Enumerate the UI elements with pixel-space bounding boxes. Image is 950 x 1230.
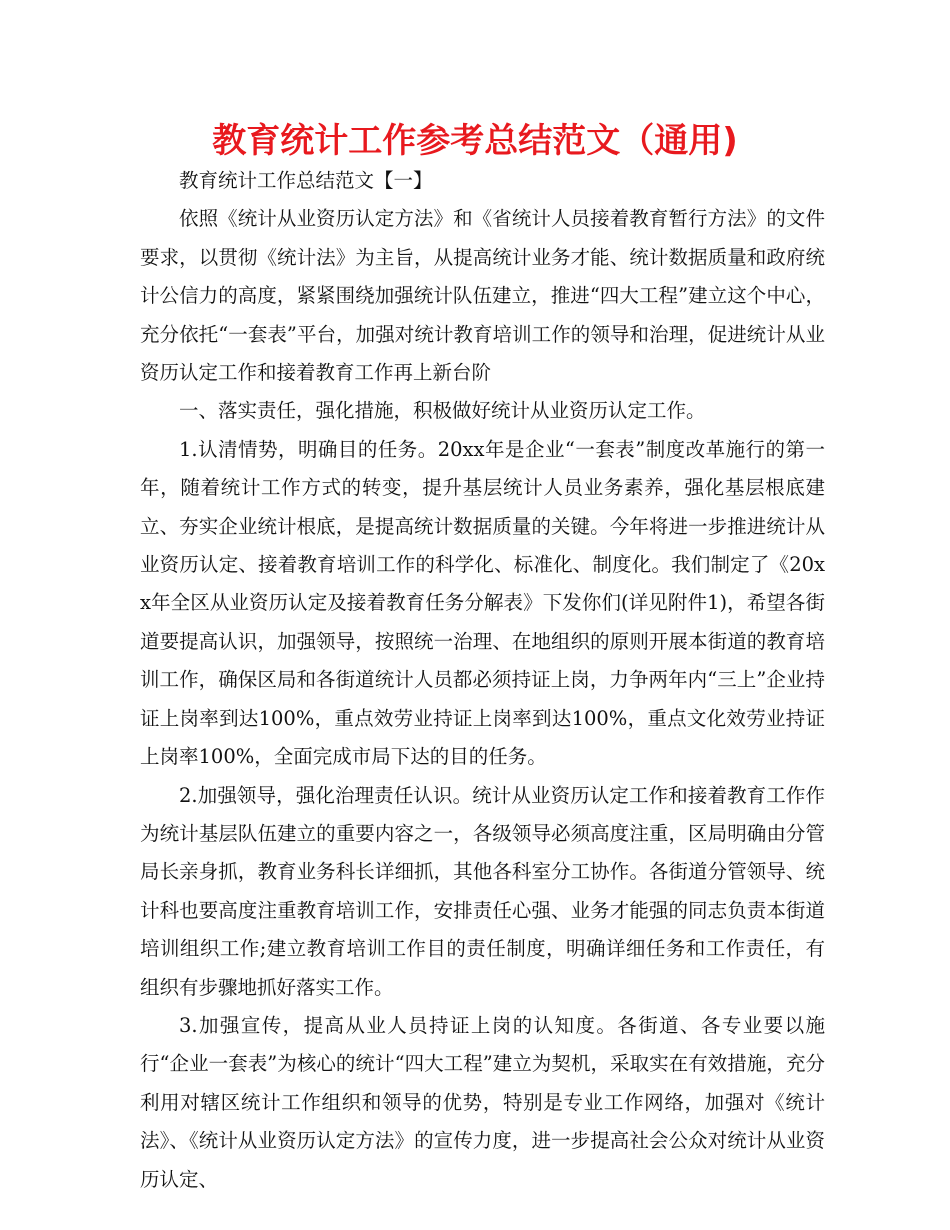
- section-heading: 教育统计工作总结范文【一】: [179, 169, 433, 192]
- document-title: 教育统计工作参考总结范文（通用): [212, 121, 738, 161]
- paragraph: 1.认清情势，明确目的任务。20xx年是企业“一套表”制度改革施行的第一年，随着统计工作方式的转变，提升基层统计人员业务素养，强化基层根底建立、夯实企业统计根底，是提高统计数据质量的关键。今年将进一步推进统计从业资历认定、接着教育培训工作的科学化、标准化、制度化。我们制定了《20xx年全区从业资历认定及接着教育任务分解表》下发你们(详见附件1)，希望各街道要提高认识，加强领导，按照统一治理、在地组织的原则开展本街道的教育培训工作，确保区局和各街道统计人员都必须持证上岗，力争两年内“三上”企业持证上岗率到达100%，重点效劳业持证上岗率到达100%，重点文化效劳业持证上岗率100%，全面完成市局下达的目的任务。: [140, 437, 825, 769]
- document-body: [140, 162, 825, 1199]
- paragraph: 一、落实责任，强化措施，积极做好统计从业资历认定工作。: [179, 399, 706, 423]
- paragraph: 3.加强宣传，提高从业人员持证上岗的认知度。各街道、各专业要以施行“企业一套表”为核心的统计“四大工程”建立为契机，采取实在有效措施，充分利用对辖区统计工作组织和领导的优势，特别是专业工作网络，加强对《统计法》、《统计从业资历认定方法》的宣传力度，进一步提高社会公众对统计从业资历认定、: [140, 1013, 825, 1191]
- paragraph: 2.加强领导，强化治理责任认识。统计从业资历认定工作和接着教育工作作为统计基层队伍建立的重要内容之一，各级领导必须高度注重，区局明确由分管局长亲身抓，教育业务科长详细抓，其他各科室分工协作。各街道分管领导、统计科也要高度注重教育培训工作，安排责任心强、业务才能强的同志负责本街道培训组织工作;建立教育培训工作目的责任制度，明确详细任务和工作责任，有组织有步骤地抓好落实工作。: [140, 783, 825, 999]
- paragraph: 依照《统计从业资历认定方法》和《省统计人员接着教育暂行方法》的文件要求，以贯彻《统计法》为主旨，从提高统计业务才能、统计数据质量和政府统计公信力的高度，紧紧围绕加强统计队伍建立，推进“四大工程”建立这个中心，充分依托“一套表”平台，加强对统计教育培训工作的领导和治理，促进统计从业资历认定工作和接着教育工作再上新台阶: [140, 207, 825, 385]
